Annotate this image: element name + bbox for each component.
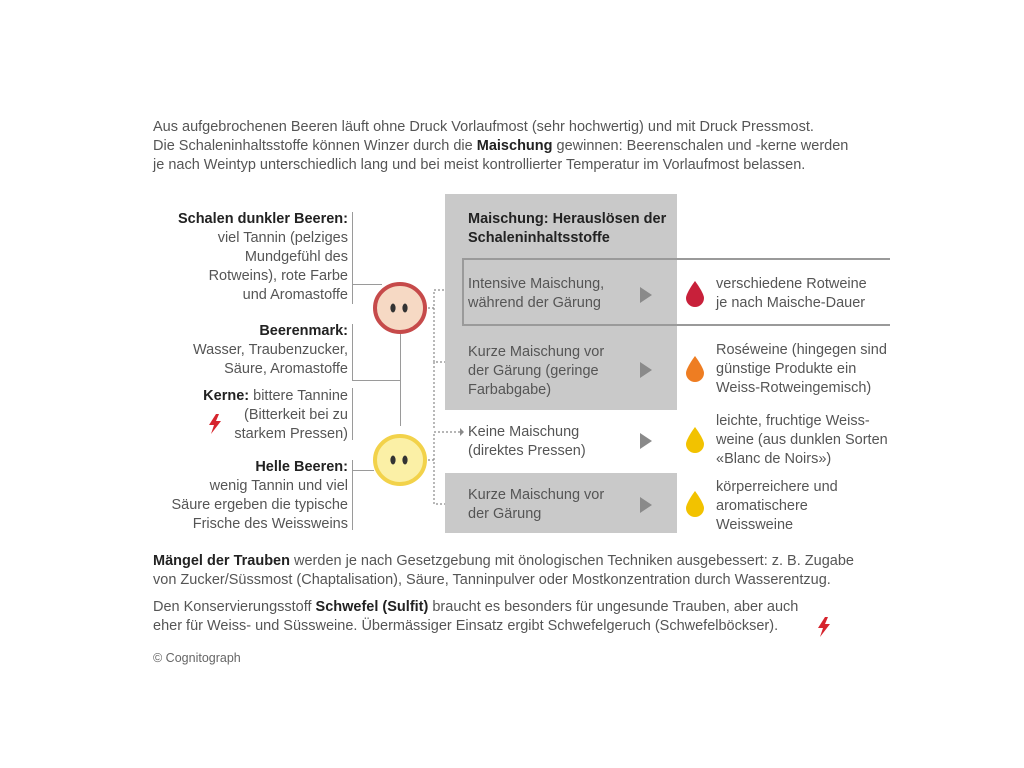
result-2-text-2: günstige Produkte ein bbox=[716, 361, 857, 377]
dark-skin-title: Schalen dunkler Beeren: bbox=[177, 211, 348, 227]
pulp-text-1: Wasser, Traubenzucker, bbox=[192, 342, 348, 358]
bracket-pulp bbox=[352, 324, 353, 380]
method-4-text-1: Kurze Maischung vor bbox=[468, 487, 605, 503]
arrow-right-icon bbox=[640, 287, 652, 303]
light-berry-text-1: wenig Tannin und viel bbox=[209, 478, 348, 494]
yellow-drop-icon bbox=[686, 491, 704, 517]
light-berry-text-2: Säure ergeben die typische bbox=[171, 497, 348, 513]
maceration-title-2: Schaleninhaltsstoffe bbox=[468, 230, 610, 246]
dark-skin-text-1: viel Tannin (pelziges bbox=[217, 230, 348, 246]
arrow-right-icon bbox=[640, 362, 652, 378]
result-4-text-1: körperreichere und bbox=[716, 479, 838, 495]
lightning-icon bbox=[816, 617, 832, 637]
dark-skin-text-3: Rotweins), rote Farbe bbox=[208, 268, 348, 284]
method-2-text-1: Kurze Maischung vor bbox=[468, 344, 605, 360]
method-3-text-1: Keine Maischung bbox=[468, 424, 580, 440]
pulp-text-2: Säure, Aromastoffe bbox=[224, 361, 348, 377]
arrow-right-icon bbox=[640, 433, 652, 449]
intro-line-3: je nach Weintyp unterschiedlich lang und bei meist kontrollierter Temperatur im Vorlaufmost belassen. bbox=[153, 157, 806, 173]
method-2-text-2: der Gärung (geringe bbox=[468, 363, 599, 379]
bracket-seeds bbox=[352, 388, 353, 440]
lightning-icon bbox=[207, 414, 223, 434]
light-berry-title: Helle Beeren: bbox=[255, 459, 348, 475]
sulfur-line-2: eher für Weiss- und Süssweine. Übermässiger Einsatz ergibt Schwefelgeruch (Schwefelböckser). bbox=[153, 618, 779, 634]
method-3-text-2: (direktes Pressen) bbox=[468, 443, 586, 459]
defects-line-1: Mängel der Trauben werden je nach Gesetzgebung mit önologischen Techniken ausgebessert: z. B. Zugabe bbox=[153, 553, 854, 569]
dark-berry-icon bbox=[372, 282, 428, 334]
connector-pulp bbox=[352, 380, 400, 381]
dark-skin-text-2: Mundgefühl des bbox=[244, 249, 348, 265]
method-4-text-2: der Gärung bbox=[468, 506, 542, 522]
result-3-text-2: weine (aus dunklen Sorten bbox=[716, 432, 888, 448]
copyright: © Cognitograph bbox=[153, 651, 241, 665]
seeds-text-1: Kerne: bittere Tannine bbox=[203, 388, 348, 404]
orange-drop-icon bbox=[686, 356, 704, 382]
defects-line-2: von Zucker/Süssmost (Chaptalisation), Säure, Tanninpulver oder Mostkonzentration durch Wasserentzug. bbox=[153, 572, 831, 588]
maceration-title-1: Maischung: Herauslösen der bbox=[468, 211, 667, 227]
result-1-text-1: verschiedene Rotweine bbox=[716, 276, 867, 292]
method-2-text-3: Farbabgabe) bbox=[468, 382, 552, 398]
result-3-text-3: «Blanc de Noirs») bbox=[716, 451, 832, 467]
connector-light bbox=[352, 470, 374, 471]
sulfur-line-1: Den Konservierungsstoff Schwefel (Sulfit) braucht es besonders für ungesunde Trauben, aber auch bbox=[153, 599, 799, 615]
yellow-drop-icon bbox=[686, 427, 704, 453]
result-4-text-2: aromatischere bbox=[716, 498, 808, 514]
result-2-text-3: Weiss-Rotweingemisch) bbox=[716, 380, 872, 396]
pulp-title: Beerenmark: bbox=[259, 323, 348, 339]
arrow-right-icon bbox=[640, 497, 652, 513]
method-1-text-1: Intensive Maischung, bbox=[468, 276, 605, 292]
red-drop-icon bbox=[686, 281, 704, 307]
intro-line-1: Aus aufgebrochenen Beeren läuft ohne Druck Vorlaufmost (sehr hochwertig) und mit Druck Pressmost. bbox=[153, 119, 814, 135]
bracket-dark-skin bbox=[352, 212, 353, 304]
result-3-text-1: leichte, fruchtige Weiss- bbox=[716, 413, 870, 429]
dark-skin-text-4: und Aromastoffe bbox=[242, 287, 348, 303]
intro-line-2: Die Schaleninhaltsstoffe können Winzer durch die Maischung gewinnen: Beerenschalen und -kerne werden bbox=[153, 138, 849, 154]
result-4-text-3: Weissweine bbox=[716, 517, 794, 533]
result-2-text-1: Roséweine (hingegen sind bbox=[716, 342, 887, 358]
seeds-text-3: starkem Pressen) bbox=[234, 426, 348, 442]
light-berry-text-3: Frische des Weissweins bbox=[192, 516, 348, 532]
seeds-text-2: (Bitterkeit bei zu bbox=[244, 407, 348, 423]
light-berry-icon bbox=[372, 434, 428, 486]
result-1-text-2: je nach Maische-Dauer bbox=[716, 295, 866, 311]
method-1-text-2: während der Gärung bbox=[468, 295, 601, 311]
connector-berry-vertical bbox=[400, 330, 401, 426]
